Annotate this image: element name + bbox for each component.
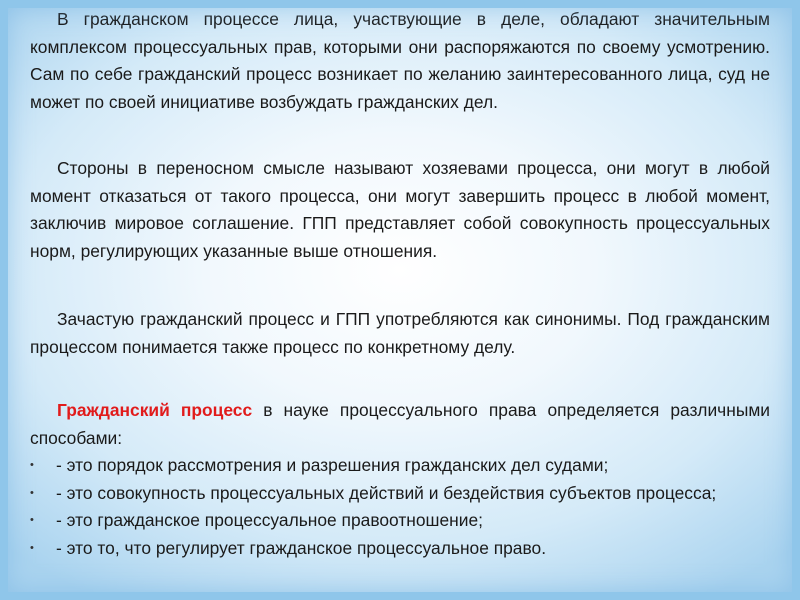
- list-item: [30, 480, 770, 508]
- bullet-icon: •: [30, 459, 34, 471]
- highlighted-term: Гражданский процесс: [57, 400, 253, 420]
- paragraph-definitions-text: в науке процессуального права определяется различными способами:: [30, 400, 770, 448]
- bullet-icon: •: [30, 486, 34, 499]
- list-item: [30, 452, 770, 480]
- list-item-text: - это совокупность процессуальных действий и бездействия субъектов процесса;: [56, 482, 717, 503]
- bullet-icon: •: [30, 541, 34, 554]
- list-item-text: - это гражданское процессуальное правоотношение;: [56, 510, 484, 530]
- paragraph-definitions-intro: [30, 397, 770, 452]
- definitions-list: [30, 452, 770, 562]
- paragraph-parties-masters: Стороны в переносном смысле называют хозяевами процесса, они могут в любой момент отказаться от такого процесса, они могут завершить процесс в любой момент, заключив мировое соглашение. ГПП представляет собой совокупность процессуальных норм, регулирующих указанные выше отношения.: [30, 158, 770, 261]
- paragraph-procedural-rights: В гражданском процессе лица, участвующие в деле, обладают значительным комплексом процессуальных прав, которыми они распоряжаются по своему усмотрению. Сам по себе гражданский процесс возникает по желанию заинтересованного лица, суд не может по своей инициативе возбуждать гражданских дел.: [30, 9, 770, 112]
- list-item: [30, 535, 770, 563]
- bullet-icon: •: [30, 514, 34, 526]
- list-item: [30, 507, 770, 535]
- list-item-text: - это порядок рассмотрения и разрешения гражданских дел судами;: [56, 455, 609, 475]
- list-item-text: - это то, что регулирует гражданское процессуальное право.: [56, 537, 547, 558]
- paragraph-synonyms: Зачастую гражданский процесс и ГПП употребляются как синонимы. Под гражданским процессом понимается также процесс по конкретному делу.: [30, 309, 770, 357]
